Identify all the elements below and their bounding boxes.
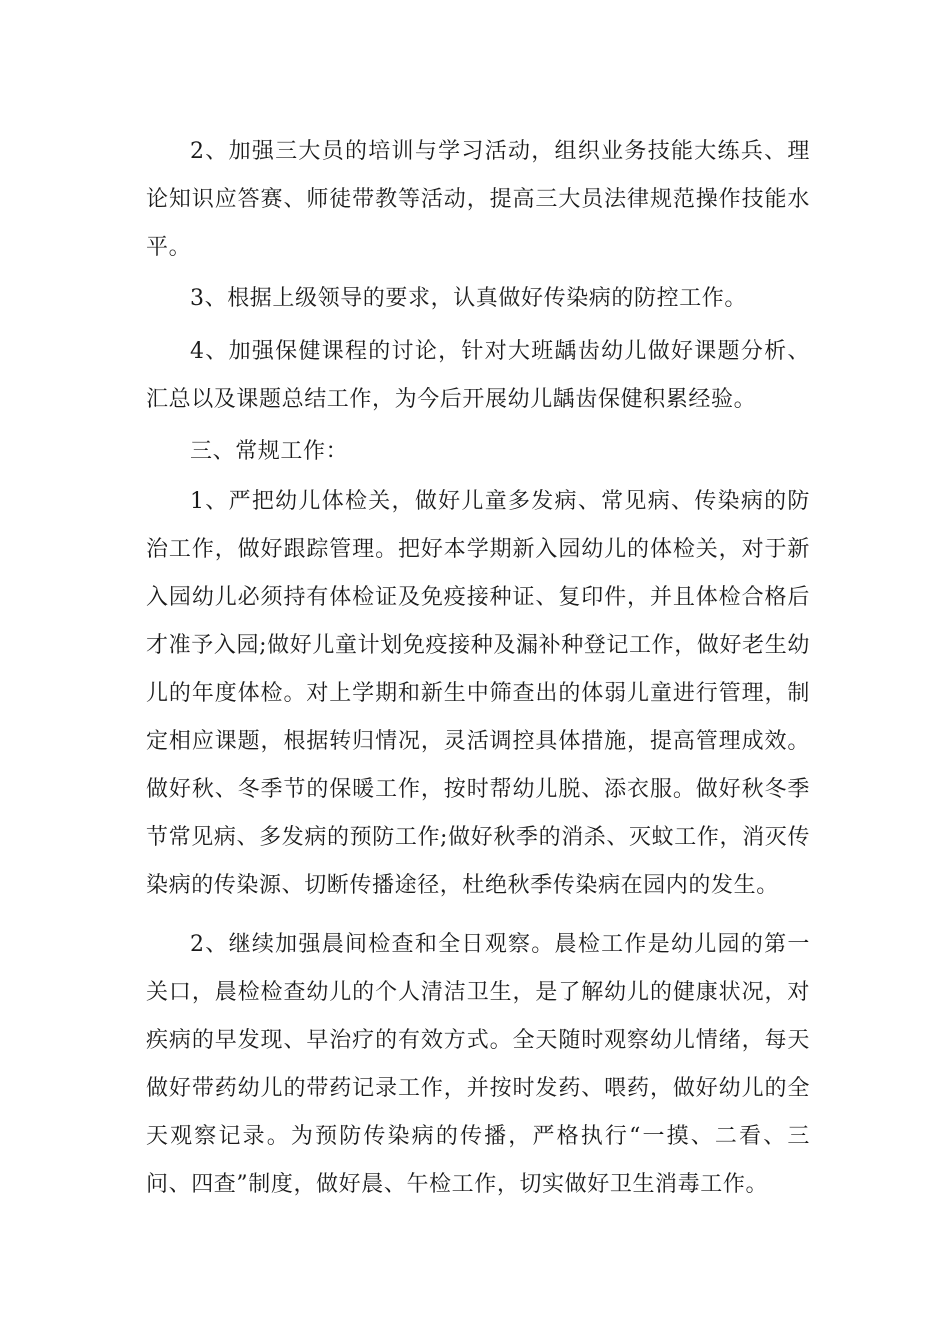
paragraph-training: 2、加强三大员的培训与学习活动，组织业务技能大练兵、理论知识应答赛、师徒带教等活动，提高三大员法律规范操作技能水平。: [146, 139, 810, 260]
paragraph-health-course: 4、加强保健课程的讨论，针对大班龋齿幼儿做好课题分析、汇总以及课题总结工作，为今后开展幼儿龋齿保健积累经验。: [146, 339, 810, 412]
section-heading-routine-work: 三、常规工作：: [190, 439, 349, 464]
paragraph-disease-control: 3、根据上级领导的要求，认真做好传染病的防控工作。: [190, 286, 747, 311]
paragraph-morning-check: 2、继续加强晨间检查和全日观察。晨检工作是幼儿园的第一关口，晨检检查幼儿的个人清洁卫生，是了解幼儿的健康状况，对疾病的早发现、早治疗的有效方式。全天随时观察幼儿情绪，每天做好带药幼儿的带药记录工作，并按时发药、喂药，做好幼儿的全天观察记录。为预防传染病的传播，严格执行“一摸、二看、三问、四查”制度，做好晨、午检工作，切实做好卫生消毒工作。: [146, 932, 810, 1197]
paragraph-physical-exam: 1、严把幼儿体检关，做好儿童多发病、常见病、传染病的防治工作，做好跟踪管理。把好本学期新入园幼儿的体检关，对于新入园幼儿必须持有体检证及免疫接种证、复印件，并且体检合格后才准予入园;做好儿童计划免疫接种及漏补种登记工作，做好老生幼儿的年度体检。对上学期和新生中筛查出的体弱儿童进行管理，制定相应课题，根据转归情况，灵活调控具体措施，提高管理成效。做好秋、冬季节的保暖工作，按时帮幼儿脱、添衣服。做好秋冬季节常见病、多发病的预防工作;做好秋季的消杀、灭蚊工作，消灭传染病的传染源、切断传播途径，杜绝秋季传染病在园内的发生。: [146, 489, 810, 898]
